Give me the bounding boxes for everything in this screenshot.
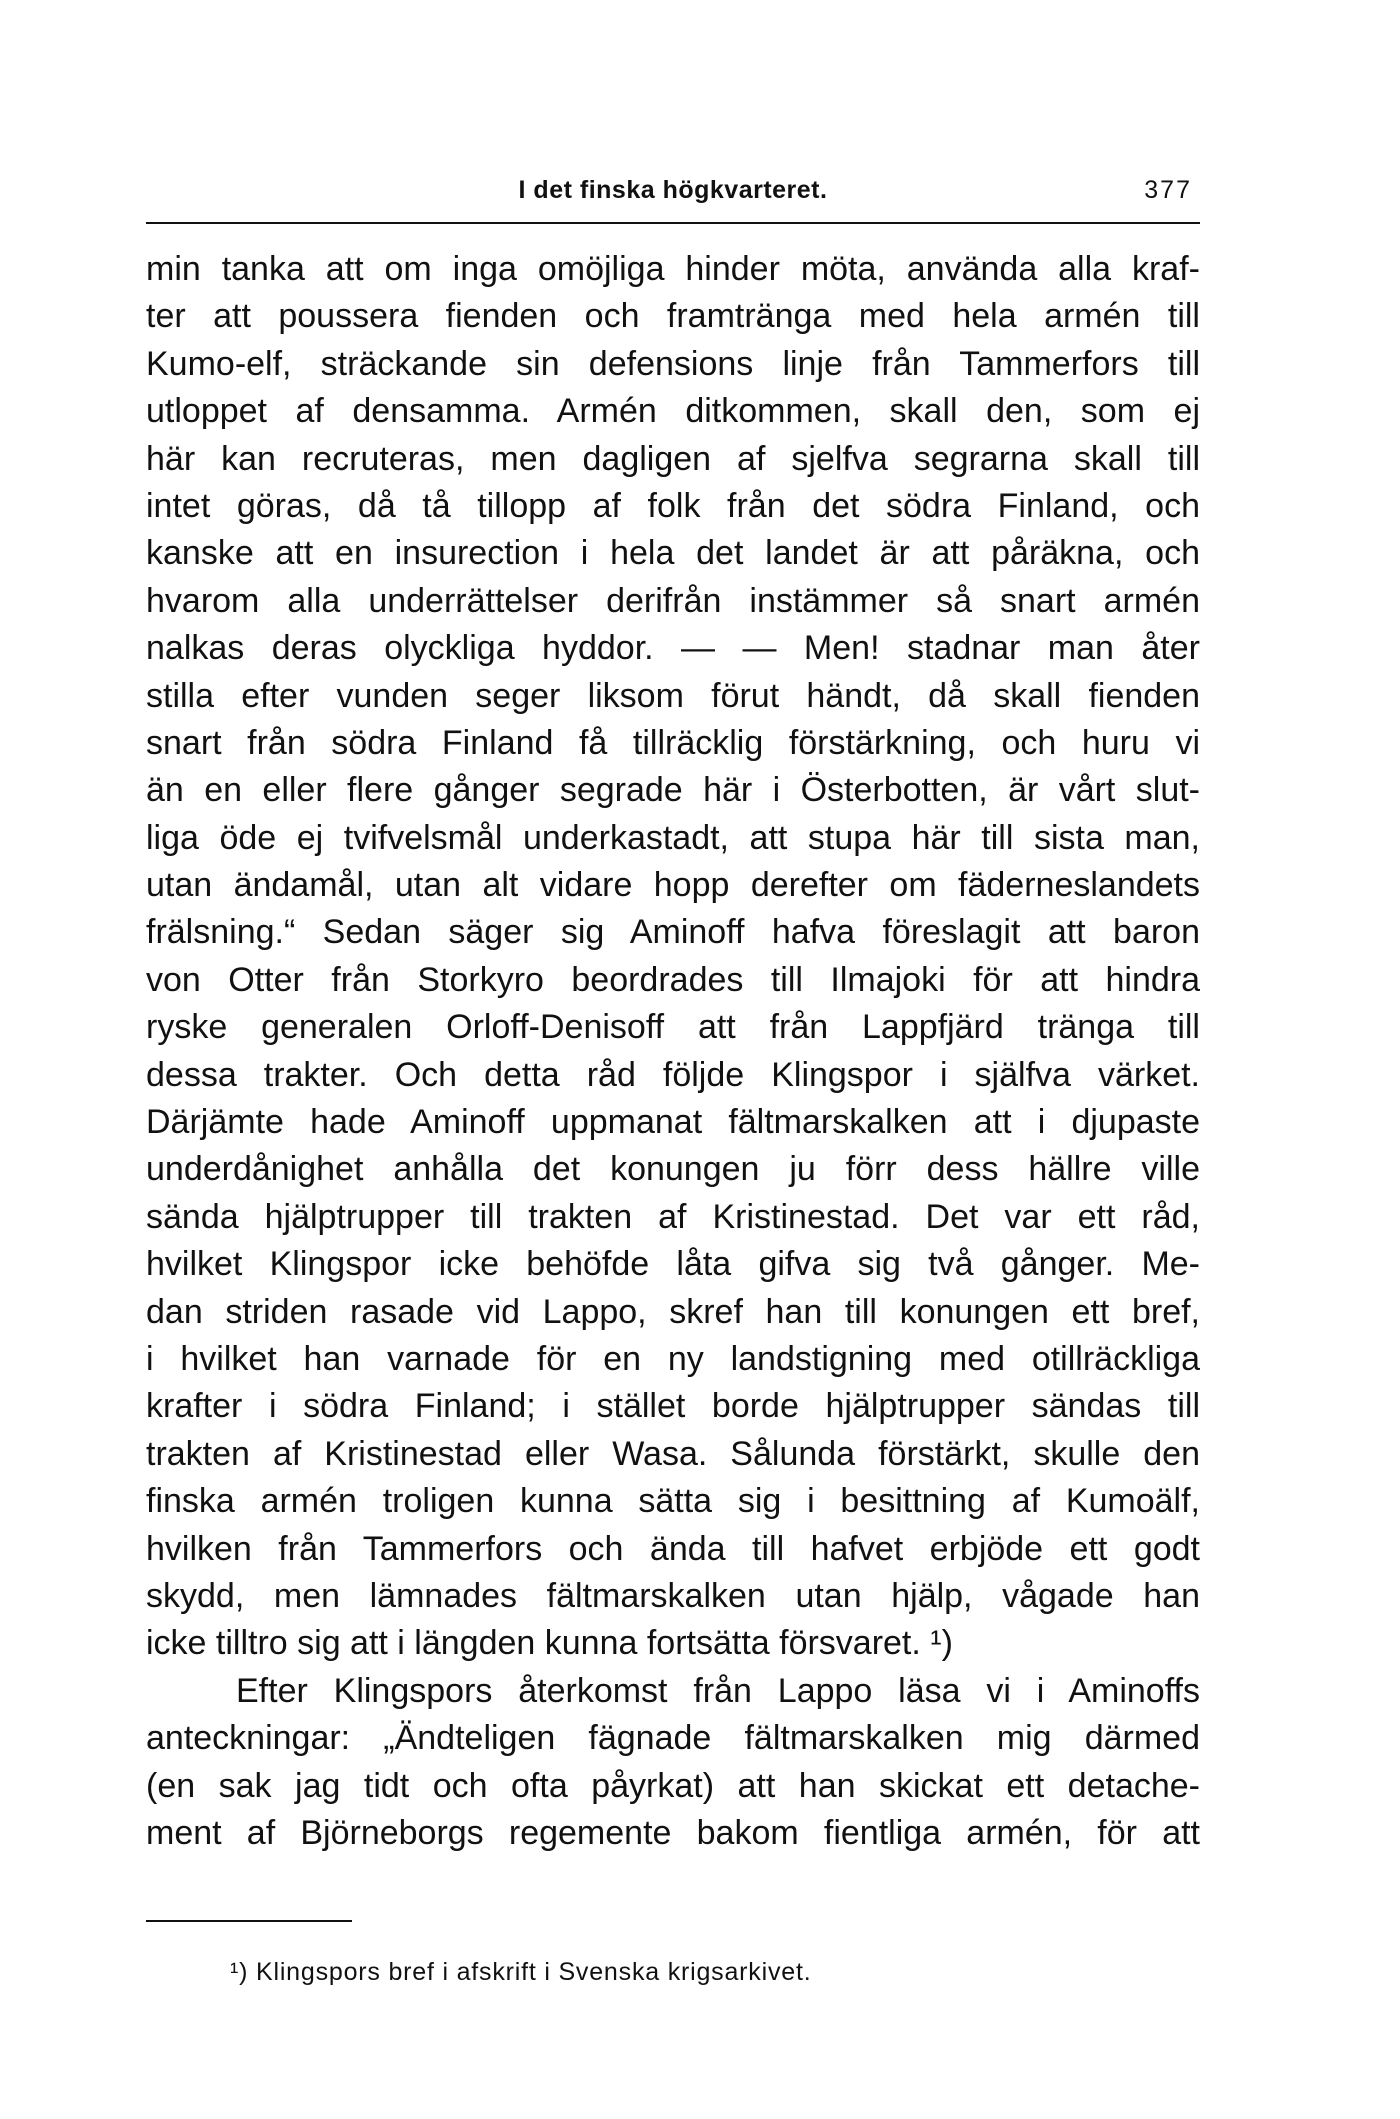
text-line: min tanka att om inga omöjliga hinder möta, använda alla kraf- <box>146 250 1200 288</box>
text-line: hvilken från Tammerfors och ända till hafvet erbjöde ett godt <box>146 1529 1200 1568</box>
paragraph-start-line: Efter Klingspors återkomst från Lappo läsa vi i Aminoffs <box>236 1671 1200 1710</box>
text-line: dan striden rasade vid Lappo, skref han till konungen ett bref, <box>146 1292 1200 1331</box>
text-line: här kan recruteras, men dagligen af sjelfva segrarna skall till <box>146 439 1200 478</box>
text-line: trakten af Kristinestad eller Wasa. Sålunda förstärkt, skulle den <box>146 1434 1200 1473</box>
text-line: ryske generalen Orloff-Denisoff att från Lappfjärd tränga till <box>146 1008 1200 1047</box>
text-line: frälsning.“ Sedan säger sig Aminoff hafva föreslagit att baron <box>146 913 1200 952</box>
text-line: finska armén troligen kunna sätta sig i besittning af Kumoälf, <box>146 1482 1200 1521</box>
text-line: i hvilket han varnade för en ny landstigning med otillräckliga <box>146 1339 1200 1378</box>
text-line: kanske att en insurection i hela det landet är att påräkna, och <box>146 534 1200 573</box>
text-line: (en sak jag tidt och ofta påyrkat) att han skickat ett detache- <box>146 1766 1200 1805</box>
text-line: liga öde ej tvifvelsmål underkastadt, att stupa här till sista man, <box>146 818 1200 857</box>
text-line: intet göras, då tå tillopp af folk från det södra Finland, och <box>146 486 1200 525</box>
text-line: än en eller flere gånger segrade här i Österbotten, är vårt slut- <box>146 771 1200 810</box>
page-number: 377 <box>1144 176 1192 204</box>
text-line: nalkas deras olyckliga hyddor. — — Men! stadnar man åter <box>146 629 1200 668</box>
text-line: Kumo-elf, sträckande sin defensions linje från Tammerfors till <box>146 344 1200 383</box>
text-line: skydd, men lämnades fältmarskalken utan hjälp, vågade han <box>146 1576 1200 1615</box>
text-line: ter att poussera fienden och framtränga med hela armén till <box>146 297 1200 336</box>
text-line: hvilket Klingspor icke behöfde låta gifva sig två gånger. Me- <box>146 1245 1200 1284</box>
text-line: sända hjälptrupper till trakten af Kristinestad. Det var ett råd, <box>146 1197 1200 1236</box>
text-line: utan ändamål, utan alt vidare hopp derefter om fäderneslandets <box>146 866 1200 905</box>
text-line: underdånighet anhålla det konungen ju förr dess hällre ville <box>146 1150 1200 1189</box>
text-line: anteckningar: „Ändteligen fägnade fältmarskalken mig därmed <box>146 1719 1200 1758</box>
text-line: ment af Björneborgs regemente bakom fientliga armén, för att <box>146 1813 1200 1852</box>
running-title: I det finska högkvarteret. <box>518 176 828 204</box>
running-head <box>146 176 1200 216</box>
footnote-rule <box>146 1920 352 1922</box>
text-line: utloppet af densamma. Armén ditkommen, skall den, som ej <box>146 392 1200 431</box>
text-line: dessa trakter. Och detta råd följde Klingspor i själfva värket. <box>146 1055 1200 1094</box>
footnote: ¹) Klingspors bref i afskrift i Svenska krigsarkivet. <box>230 1958 812 1986</box>
text-line: Därjämte hade Aminoff uppmanat fältmarskalken att i djupaste <box>146 1103 1200 1142</box>
header-rule <box>146 222 1200 224</box>
text-line: snart från södra Finland få tillräcklig förstärkning, och huru vi <box>146 723 1200 762</box>
text-line: krafter i södra Finland; i stället borde hjälptrupper sändas till <box>146 1387 1200 1426</box>
paragraph-end-line: icke tilltro sig att i längden kunna fortsätta försvaret. ¹) <box>146 1624 953 1663</box>
text-line: stilla efter vunden seger liksom förut händt, då skall fienden <box>146 676 1200 715</box>
body-text <box>146 246 1200 1857</box>
text-line: von Otter från Storkyro beordrades till Ilmajoki för att hindra <box>146 960 1200 999</box>
text-line: hvarom alla underrättelser derifrån instämmer så snart armén <box>146 581 1200 620</box>
